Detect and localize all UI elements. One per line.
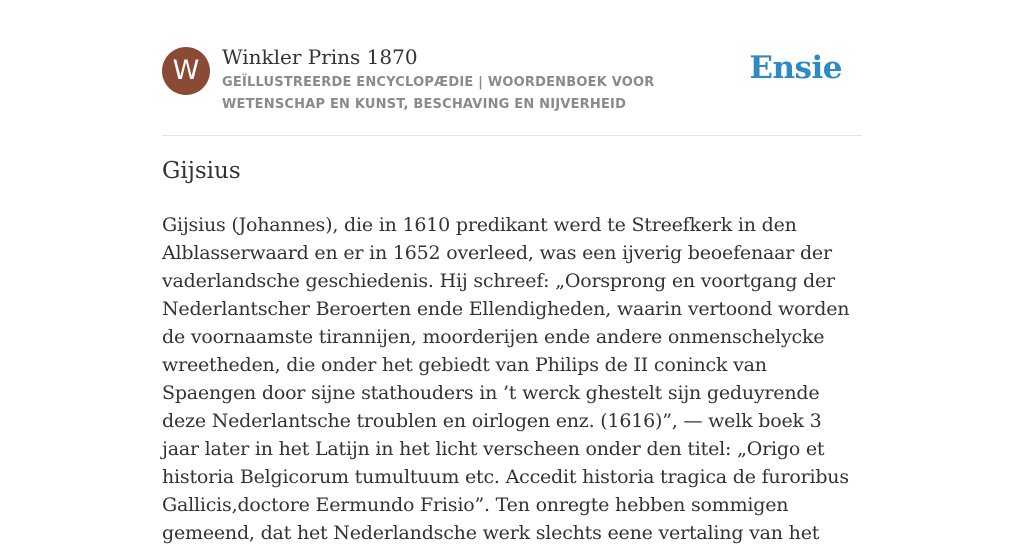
source-title[interactable]: Winkler Prins 1870 bbox=[222, 45, 418, 69]
source-header bbox=[162, 0, 862, 136]
source-avatar[interactable]: W bbox=[162, 47, 210, 95]
entry-title: Gijsius bbox=[162, 158, 241, 184]
ensie-logo-link[interactable]: Ensie bbox=[749, 50, 842, 86]
page-container bbox=[162, 0, 862, 544]
source-subtitle: GEÏLLUSTREERDE ENCYCLOPÆDIE | WOORDENBOEK VOOR WETENSCHAP EN KUNST, BESCHAVING EN NIJVERHEID bbox=[222, 75, 655, 112]
entry-body: Gijsius (Johannes), die in 1610 predikant werd te Streefkerk in den Alblasserwaard en er in 1652 overleed, was een ijverig beoefenaar der vaderlandsche geschiedenis. Hij schreef: „Oorsprong en voortgang der Nederlantscher Beroerten ende Ellendigheden, waarin vertoond worden de voornaamste tirannijen, moorderijen ende andere onmenschelycke wreetheden, die onder het gebiedt van Philips de II coninck van Spaengen door sijne stathouders in ’t werck ghestelt sijn geduyrende deze Nederlantsche troublen en oirlogen enz. (1616)”, — welk boek 3 jaar later in het Latijn in het licht verscheen onder den titel: „Origo et historia Belgicorum tumultuum etc. Accedit historia tragica de furoribus Gallicis,doctore Eermundo Frisio”. Ten onregte hebben sommigen gemeend, dat het Nederlandsche werk slechts eene vertaling van het bbox=[162, 214, 850, 544]
